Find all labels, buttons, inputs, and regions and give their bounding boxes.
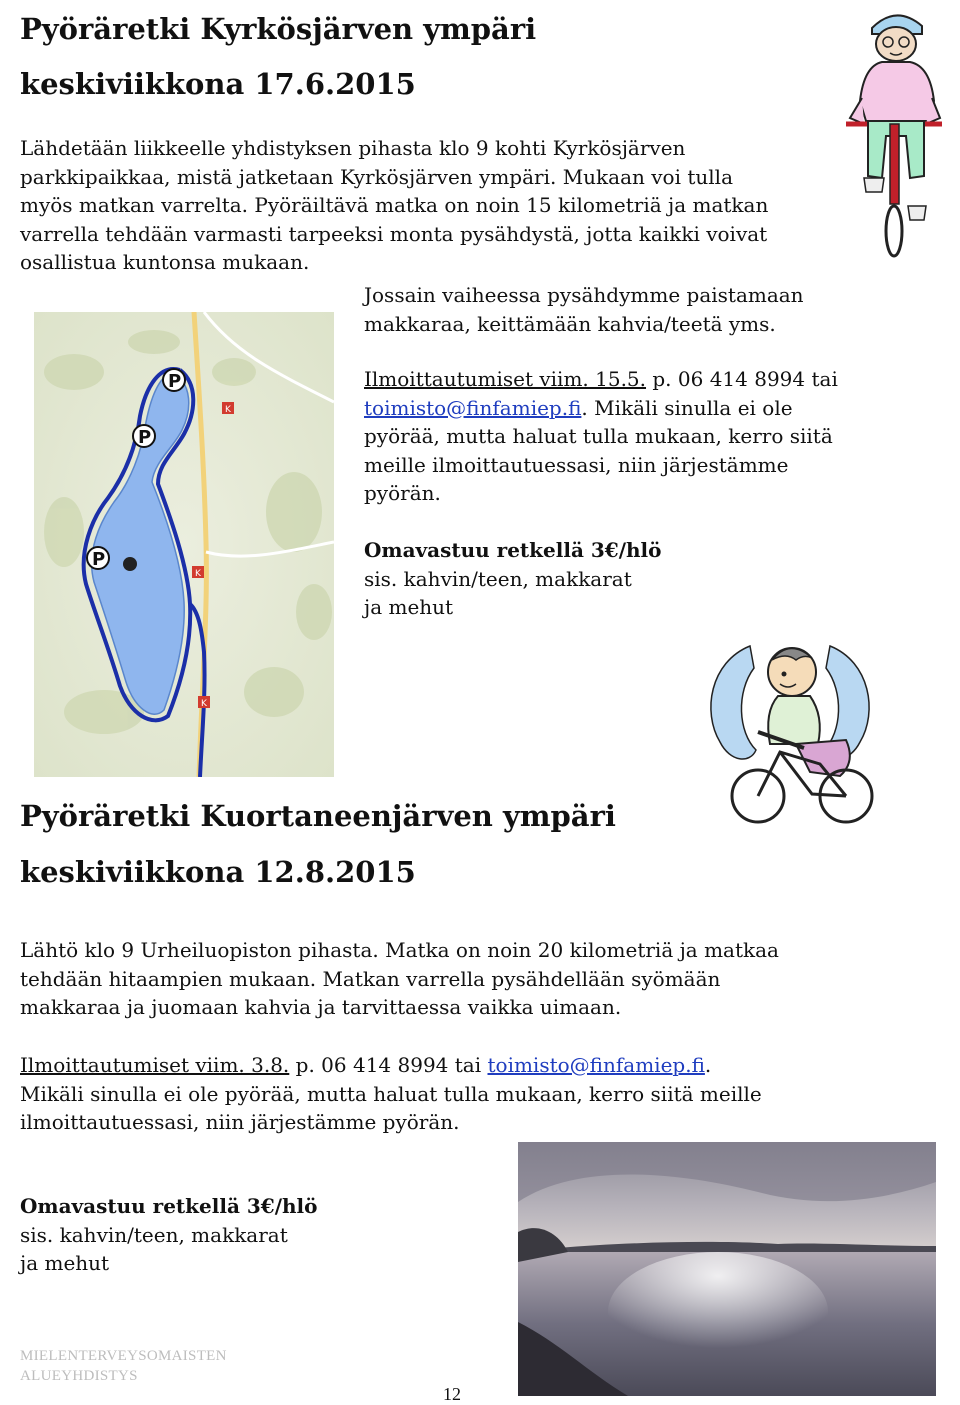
section1-intro (20, 134, 768, 277)
intro-line: parkkipaikkaa, mistä jatketaan Kyrkösjärven ympäri. Mukaan voi tulla (20, 164, 733, 189)
svg-text:P: P (168, 371, 182, 392)
section2-date: keskiviikkona 12.8.2015 (20, 855, 416, 889)
section1-registration (364, 365, 838, 508)
intro-line: varrella tehdään varmasti tarpeeksi monta pysähdystä, jotta kaikki voivat (20, 221, 768, 246)
email-link[interactable]: toimisto@finfamiep.fi (487, 1053, 705, 1077)
child-on-bike-illustration (700, 632, 880, 832)
lake-sunset-photo (518, 1142, 936, 1396)
registration-phone: p. 06 414 8994 tai (289, 1053, 488, 1077)
includes-line: ja mehut (20, 1251, 110, 1275)
includes-line: sis. kahvin/teen, makkarat (364, 566, 632, 591)
page-number: 12 (443, 1384, 461, 1404)
stop-line: Jossain vaiheessa pysähdymme paistamaan (364, 283, 804, 307)
includes-line: sis. kahvin/teen, makkarat (20, 1222, 288, 1247)
section2-intro (20, 936, 779, 1022)
footer-org-line: MIELENTERVEYSOMAISTEN (20, 1348, 227, 1364)
intro-line: Lähtö klo 9 Urheiluopiston pihasta. Matka on noin 20 kilometriä ja matkaa (20, 938, 779, 962)
section1-price-block (364, 536, 661, 622)
registration-line: pyörän. (364, 481, 441, 505)
registration-line: Mikäli sinulla ei ole pyörää, mutta haluat tulla mukaan, kerro siitä meille (20, 1081, 762, 1106)
registration-line: ilmoittautuessasi, niin järjestämme pyörän. (20, 1110, 460, 1134)
registration-line: pyörää, mutta haluat tulla mukaan, kerro siitä (364, 424, 833, 448)
svg-text:P: P (138, 427, 152, 448)
intro-line: myös matkan varrelta. Pyöräiltävä matka on noin 15 kilometriä ja matkan (20, 193, 769, 217)
intro-line: Lähdetään liikkeelle yhdistyksen pihasta klo 9 kohti Kyrkösjärven (20, 136, 686, 160)
intro-line: osallistua kuntonsa mukaan. (20, 250, 310, 274)
footer-organization (20, 1346, 227, 1386)
registration-phone: p. 06 414 8994 tai (646, 367, 838, 391)
section1-stop-note (364, 281, 804, 338)
registration-deadline: Ilmoittautumiset viim. 3.8. (20, 1053, 290, 1077)
price-label: Omavastuu retkellä 3€/hlö (20, 1194, 318, 1218)
svg-text:K: K (201, 699, 207, 709)
lake-route-map (34, 312, 334, 777)
svg-text:K: K (225, 405, 231, 415)
svg-text:K: K (195, 569, 201, 579)
section2-title: Pyöräretki Kuortaneenjärven ympäri (20, 799, 616, 833)
registration-period: . (704, 1053, 712, 1077)
section1-date: keskiviikkona 17.6.2015 (20, 67, 416, 101)
registration-line: meille ilmoittautuessasi, niin järjestämme (364, 452, 789, 477)
email-link[interactable]: toimisto@finfamiep.fi (364, 395, 582, 420)
svg-text:P: P (92, 549, 106, 570)
section1-title: Pyöräretki Kyrkösjärven ympäri (20, 12, 537, 46)
cyclist-woman-illustration (838, 6, 948, 258)
registration-deadline: Ilmoittautumiset viim. 15.5. (364, 367, 647, 391)
footer-org-line: ALUEYHDISTYS (20, 1368, 138, 1384)
section2-registration (20, 1051, 762, 1137)
intro-line: tehdään hitaampien mukaan. Matkan varrella pysähdellään syömään (20, 966, 721, 991)
stop-line: makkaraa, keittämään kahvia/teetä yms. (364, 311, 776, 336)
section2-price-block (20, 1192, 317, 1278)
intro-line: makkaraa ja juomaan kahvia ja tarvittaessa vaikka uimaan. (20, 995, 622, 1019)
price-label: Omavastuu retkellä 3€/hlö (364, 538, 662, 562)
registration-rest: . Mikäli sinulla ei ole (581, 395, 793, 420)
includes-line: ja mehut (364, 595, 454, 619)
